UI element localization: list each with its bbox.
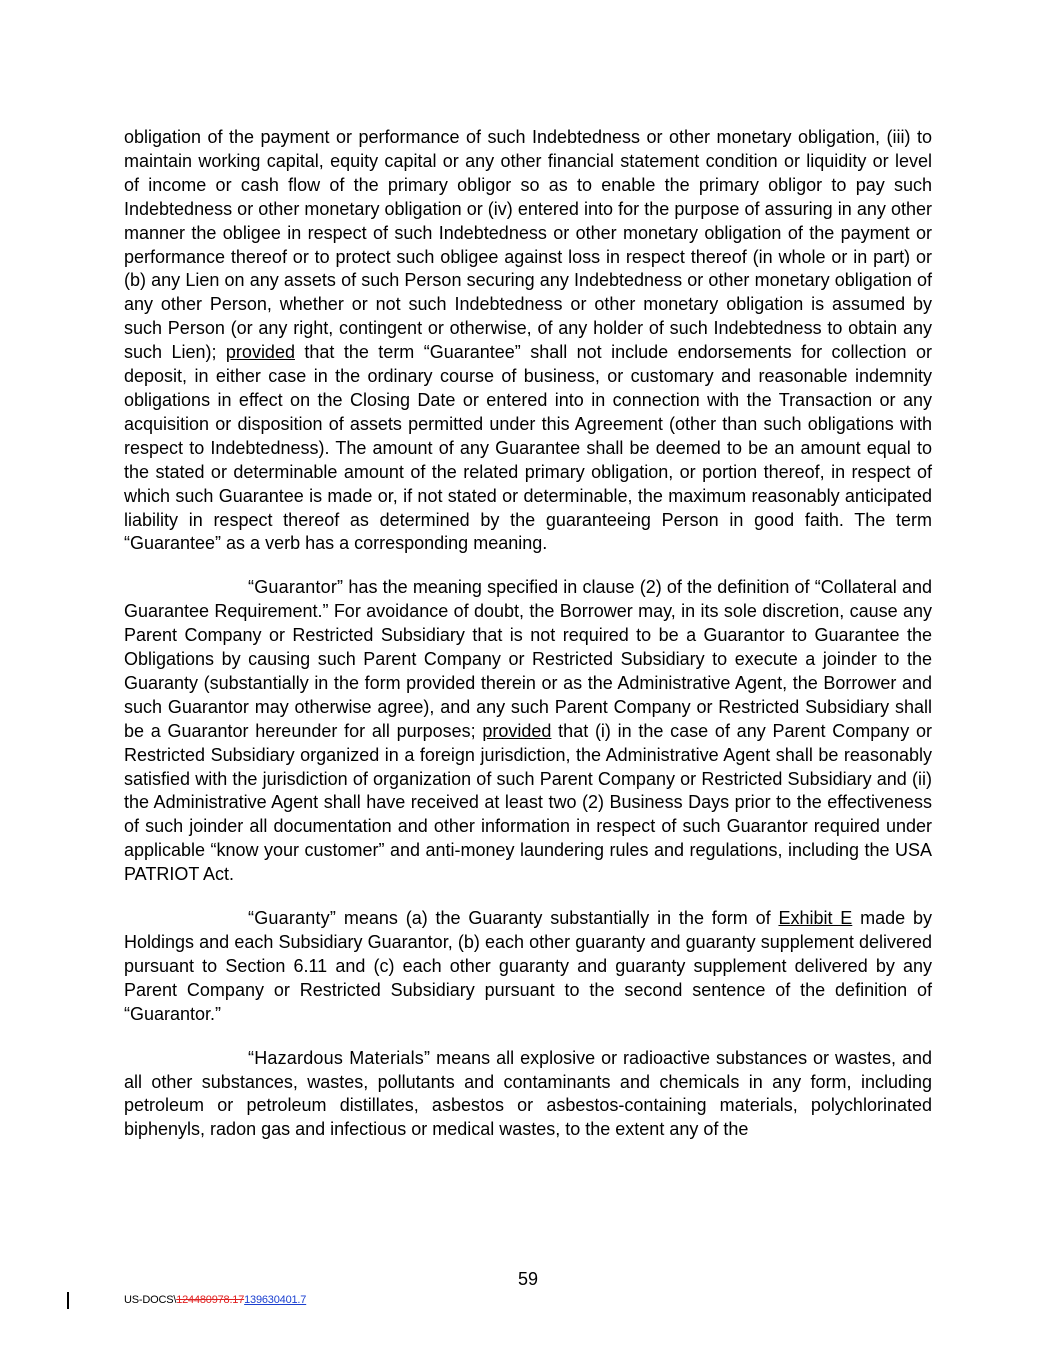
revision-change-bar — [67, 1292, 69, 1309]
paragraph-text-tail: that the term “Guarantee” shall not include endorsements for collection or deposit, in either case in the ordinary course of business, or customary and reasonable indemnity obligations in effect on the Closing Date or entered into in connection with the Transaction or any acquisition or disposition of assets permitted under this Agreement (other than such obligations with respect to Indebtedness). The amount of any Guarantee shall be deemed to be an amount equal to the stated or determinable amount of the related primary obligation, or portion thereof, in respect of which such Guarantee is made or, if not stated or determinable, the maximum reasonably anticipated liability in respect thereof as determined by the guaranteeing Person in good faith. The term “Guarantee” as a verb has a corresponding meaning. — [124, 342, 932, 554]
doc-id-inserted: 139630401.7 — [244, 1294, 307, 1306]
document-body — [124, 126, 932, 1162]
doc-id-deleted: 124480978.17 — [176, 1294, 245, 1306]
paragraph-text-tail: that (i) in the case of any Parent Company or Restricted Subsidiary organized in a foreign jurisdiction, the Administrative Agent shall be reasonably satisfied with the jurisdiction of organization of such Parent Company or Restricted Subsidiary and (ii) the Administrative Agent shall have received at least two (2) Business Days prior to the effectiveness of such joinder all documentation and other information in respect of such Guarantor required under applicable “know your customer” and anti-money laundering rules and regulations, including the USA PATRIOT Act. — [124, 720, 932, 885]
defined-term-hazardous-materials: “Hazardous Materials” — [248, 1047, 431, 1068]
paragraph-text-tail: made by Holdings and each Subsidiary Guarantor, (b) each other guaranty and guaranty supplement delivered pursuant to Section 6.11 and (c) each other guaranty and guaranty supplement delivered by any Parent Company or Restricted Subsidiary pursuant to the second sentence of the definition of “Guarantor.” — [124, 908, 932, 1024]
exhibit-e-reference: Exhibit E — [778, 908, 853, 929]
paragraph-text: means (a) the Guaranty substantially in the form of — [336, 908, 779, 929]
paragraph-text: has the meaning specified in clause (2) of the definition of “Collateral and Guarantee Requirement.” For avoidance of doubt, the Borrower may, in its sole discretion, cause any Parent Company or Restricted Subsidiary that is not required to be a Guarantor to Guarantee the Obligations by causing such Parent Company or Restricted Subsidiary to execute a joinder to the Guaranty (substantially in the form provided therein or as the Administrative Agent, the Borrower and such Guarantor may otherwise agree), and any such Parent Company or Restricted Subsidiary shall be a Guarantor hereunder for all purposes; — [124, 577, 932, 741]
defined-term-guarantor: “Guarantor” — [248, 577, 344, 598]
document-id-footer — [124, 1294, 306, 1306]
paragraph-guarantee-continued — [124, 126, 932, 556]
doc-id-prefix: US-DOCS\ — [124, 1294, 177, 1306]
paragraph-text: obligation of the payment or performance of such Indebtedness or other monetary obligation, (iii) to maintain working capital, equity capital or any other financial statement condition or liquidity or level of income or cash flow of the primary obligor so as to enable the primary obligor to pay such Indebtedness or other monetary obligation or (iv) entered into for the purpose of assuring in any other manner the obligee in respect of such Indebtedness or other monetary obligation of the payment or performance thereof or to protect such obligee against loss in respect thereof (in whole or in part) or (b) any Lien on any assets of such Person securing any Indebtedness or other monetary obligation of any other Person, whether or not such Indebtedness or other monetary obligation is assumed by such Person (or any right, contingent or otherwise, of any holder of such Indebtedness to obtain any such Lien); — [124, 127, 932, 363]
provided-underlined: provided — [482, 720, 552, 741]
defined-term-guaranty: “Guaranty” — [248, 908, 337, 929]
paragraph-guaranty-definition — [124, 907, 932, 1027]
paragraph-guarantor-definition — [124, 576, 932, 887]
provided-underlined: provided — [225, 342, 295, 363]
paragraph-text: means all explosive or radioactive substances or wastes, and all other substances, wastes, pollutants and contaminants and chemicals in any form, including petroleum or petroleum distillates, asbestos or asbestos-containing materials, polychlorinated biphenyls, radon gas and infectious or medical wastes, to the extent any of the — [124, 1047, 932, 1140]
page-number: 59 — [517, 1269, 539, 1289]
paragraph-hazardous-materials-definition — [124, 1047, 932, 1143]
